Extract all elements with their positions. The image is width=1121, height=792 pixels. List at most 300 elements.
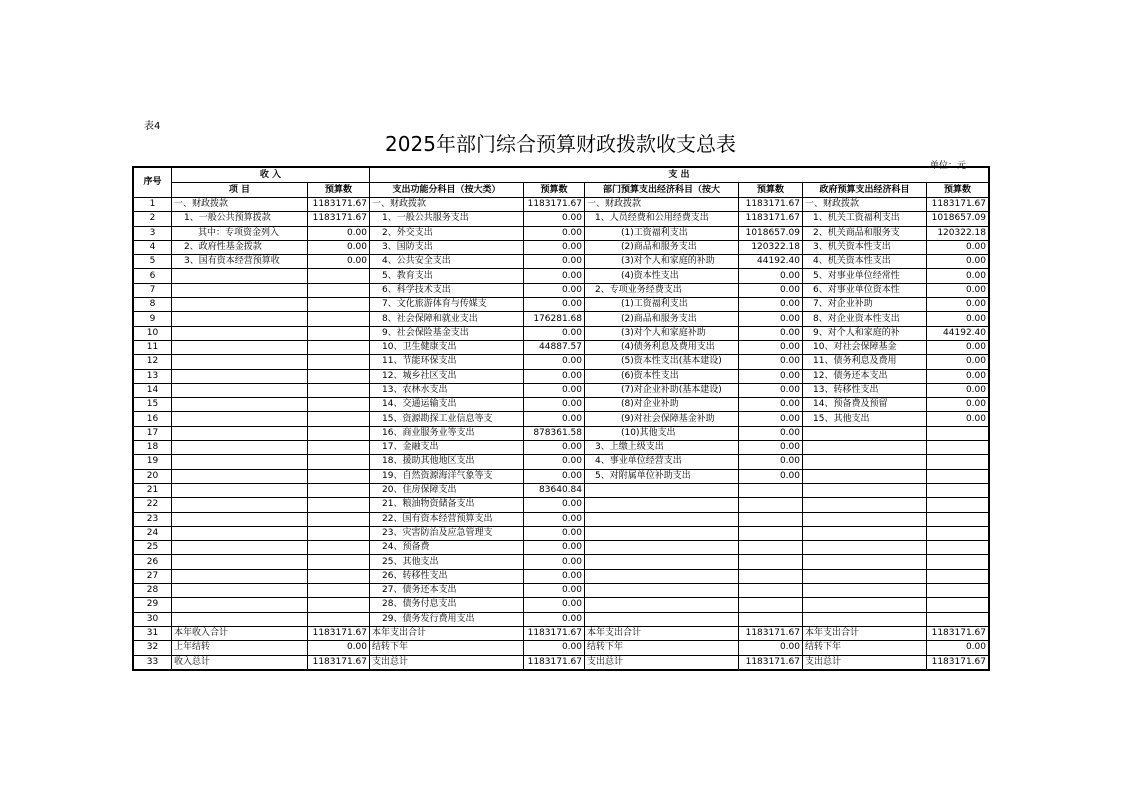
func-value: 0.00 (524, 598, 585, 612)
dept-econ-value: 0.00 (739, 412, 803, 426)
dept-econ-value: 44192.40 (739, 255, 803, 269)
dept-econ-value: 0.00 (739, 383, 803, 397)
income-value (308, 383, 370, 397)
gov-econ-subject (803, 483, 927, 497)
row-seq: 26 (134, 555, 172, 569)
income-value (308, 469, 370, 483)
row-seq: 16 (134, 412, 172, 426)
income-value (308, 369, 370, 383)
func-subject: 21、粮油物资储备支出 (370, 498, 524, 512)
func-subject: 29、债务发行费用支出 (370, 612, 524, 626)
dept-econ-subject: (2)商品和服务支出 (585, 240, 739, 254)
income-item (172, 298, 308, 312)
dept-econ-value (739, 526, 803, 540)
income-value (308, 584, 370, 598)
income-value (308, 412, 370, 426)
dept-econ-subject: (6)资本性支出 (585, 369, 739, 383)
income-item: 2、政府性基金拨款 (172, 240, 308, 254)
func-subject: 25、其他支出 (370, 555, 524, 569)
header-expense: 支 出 (370, 168, 989, 183)
income-value: 0.00 (308, 226, 370, 240)
gov-econ-value (927, 441, 989, 455)
func-value: 176281.68 (524, 312, 585, 326)
header-seq: 序号 (134, 168, 172, 198)
table-row (134, 483, 989, 497)
income-item (172, 512, 308, 526)
gov-econ-subject: 13、转移性支出 (803, 383, 927, 397)
gov-econ-value (927, 469, 989, 483)
gov-econ-value (927, 584, 989, 598)
dept-econ-value: 0.00 (739, 398, 803, 412)
dept-econ-value: 1183171.67 (739, 626, 803, 640)
table-row (134, 455, 989, 469)
income-value: 0.00 (308, 240, 370, 254)
unit-label: 单位：元 (930, 161, 967, 171)
gov-econ-value: 1018657.09 (927, 212, 989, 226)
table-row (134, 398, 989, 412)
dept-econ-subject: (10)其他支出 (585, 426, 739, 440)
table-row (134, 198, 989, 212)
dept-econ-value (739, 498, 803, 512)
row-seq: 13 (134, 369, 172, 383)
gov-econ-value: 0.00 (927, 369, 989, 383)
func-subject: 28、债务付息支出 (370, 598, 524, 612)
table-row (134, 412, 989, 426)
func-subject: 16、商业服务业等支出 (370, 426, 524, 440)
dept-econ-subject: (3)对个人和家庭补助 (585, 326, 739, 340)
func-subject: 13、农林水支出 (370, 383, 524, 397)
gov-econ-subject (803, 498, 927, 512)
table-body (134, 198, 989, 670)
income-value (308, 269, 370, 283)
dept-econ-value: 0.00 (739, 441, 803, 455)
row-seq: 30 (134, 612, 172, 626)
income-item: 本年收入合计 (172, 626, 308, 640)
func-subject: 20、住房保障支出 (370, 483, 524, 497)
dept-econ-subject: (4)资本性支出 (585, 269, 739, 283)
dept-econ-subject (585, 526, 739, 540)
income-value (308, 555, 370, 569)
income-item (172, 355, 308, 369)
header-item: 项 目 (172, 183, 308, 198)
gov-econ-subject: 15、其他支出 (803, 412, 927, 426)
income-value: 1183171.67 (308, 655, 370, 669)
gov-econ-value: 1183171.67 (927, 655, 989, 669)
income-value: 0.00 (308, 641, 370, 655)
gov-econ-subject: 10、对社会保障基金 (803, 340, 927, 354)
income-item (172, 612, 308, 626)
func-subject: 24、预备费 (370, 541, 524, 555)
table-row (134, 340, 989, 354)
income-value (308, 441, 370, 455)
func-subject: 14、交通运输支出 (370, 398, 524, 412)
gov-econ-subject (803, 441, 927, 455)
dept-econ-value: 0.00 (739, 469, 803, 483)
func-subject: 15、资源勘探工业信息等支 (370, 412, 524, 426)
func-value: 0.00 (524, 569, 585, 583)
gov-econ-value (927, 526, 989, 540)
dept-econ-value (739, 541, 803, 555)
table-row (134, 240, 989, 254)
func-value: 0.00 (524, 469, 585, 483)
gov-econ-subject: 5、对事业单位经常性 (803, 269, 927, 283)
table-row (134, 626, 989, 640)
income-value (308, 283, 370, 297)
income-value (308, 298, 370, 312)
gov-econ-value (927, 612, 989, 626)
func-value: 83640.84 (524, 483, 585, 497)
income-item (172, 369, 308, 383)
gov-econ-value: 0.00 (927, 355, 989, 369)
dept-econ-subject (585, 569, 739, 583)
func-value: 0.00 (524, 498, 585, 512)
income-value (308, 526, 370, 540)
row-seq: 20 (134, 469, 172, 483)
row-seq: 21 (134, 483, 172, 497)
row-seq: 14 (134, 383, 172, 397)
gov-econ-subject (803, 598, 927, 612)
dept-econ-subject: 结转下年 (585, 641, 739, 655)
dept-econ-subject (585, 498, 739, 512)
income-item (172, 555, 308, 569)
gov-econ-subject (803, 426, 927, 440)
gov-econ-value: 0.00 (927, 283, 989, 297)
gov-econ-subject: 一、财政拨款 (803, 198, 927, 212)
gov-econ-subject (803, 526, 927, 540)
dept-econ-value (739, 598, 803, 612)
table-row (134, 569, 989, 583)
func-subject: 4、公共安全支出 (370, 255, 524, 269)
row-seq: 2 (134, 212, 172, 226)
func-value: 1183171.67 (524, 198, 585, 212)
gov-econ-value: 0.00 (927, 398, 989, 412)
dept-econ-value: 0.00 (739, 426, 803, 440)
gov-econ-value (927, 498, 989, 512)
page-title: 2025年部门综合预算财政拨款收支总表 (385, 132, 736, 156)
gov-econ-value: 1183171.67 (927, 198, 989, 212)
income-value (308, 355, 370, 369)
func-subject: 一、财政拨款 (370, 198, 524, 212)
dept-econ-subject: 一、财政拨款 (585, 198, 739, 212)
gov-econ-subject: 支出总计 (803, 655, 927, 669)
gov-econ-subject: 1、机关工资福利支出 (803, 212, 927, 226)
dept-econ-value (739, 612, 803, 626)
dept-econ-value: 1183171.67 (739, 212, 803, 226)
func-value: 878361.58 (524, 426, 585, 440)
income-item (172, 398, 308, 412)
income-item (172, 441, 308, 455)
income-item: 一、财政拨款 (172, 198, 308, 212)
gov-econ-subject (803, 512, 927, 526)
row-seq: 28 (134, 584, 172, 598)
func-value: 1183171.67 (524, 655, 585, 669)
income-item (172, 340, 308, 354)
gov-econ-subject: 14、预备费及预留 (803, 398, 927, 412)
dept-econ-value (739, 512, 803, 526)
gov-econ-value: 0.00 (927, 240, 989, 254)
income-value (308, 455, 370, 469)
gov-econ-subject: 3、机关资本性支出 (803, 240, 927, 254)
gov-econ-subject: 7、对企业补助 (803, 298, 927, 312)
func-subject: 10、卫生健康支出 (370, 340, 524, 354)
dept-econ-value: 0.00 (739, 326, 803, 340)
func-value: 0.00 (524, 283, 585, 297)
gov-econ-value: 0.00 (927, 269, 989, 283)
table-row (134, 598, 989, 612)
dept-econ-subject: 2、专项业务经费支出 (585, 283, 739, 297)
row-seq: 9 (134, 312, 172, 326)
dept-econ-subject: 1、人员经费和公用经费支出 (585, 212, 739, 226)
dept-econ-value: 0.00 (739, 283, 803, 297)
dept-econ-subject: (1)工资福利支出 (585, 226, 739, 240)
gov-econ-value (927, 426, 989, 440)
func-value: 0.00 (524, 269, 585, 283)
gov-econ-value: 0.00 (927, 340, 989, 354)
income-value (308, 512, 370, 526)
income-value (308, 398, 370, 412)
gov-econ-subject (803, 455, 927, 469)
dept-econ-value: 120322.18 (739, 240, 803, 254)
income-value: 1183171.67 (308, 198, 370, 212)
header-dept-econ: 部门预算支出经济科目（按大 (585, 183, 739, 198)
income-item: 1、一般公共预算拨款 (172, 212, 308, 226)
dept-econ-value (739, 483, 803, 497)
func-subject: 结转下年 (370, 641, 524, 655)
dept-econ-subject (585, 598, 739, 612)
budget-table (133, 167, 989, 670)
table-row (134, 283, 989, 297)
func-subject: 11、节能环保支出 (370, 355, 524, 369)
gov-econ-subject: 12、债务还本支出 (803, 369, 927, 383)
dept-econ-value: 0.00 (739, 269, 803, 283)
func-value: 0.00 (524, 641, 585, 655)
table-row (134, 641, 989, 655)
dept-econ-subject (585, 584, 739, 598)
row-seq: 18 (134, 441, 172, 455)
dept-econ-subject: (2)商品和服务支出 (585, 312, 739, 326)
income-value: 1183171.67 (308, 212, 370, 226)
table-row (134, 383, 989, 397)
func-value: 0.00 (524, 240, 585, 254)
income-value (308, 340, 370, 354)
dept-econ-subject: (7)对企业补助(基本建设) (585, 383, 739, 397)
dept-econ-value: 0.00 (739, 455, 803, 469)
row-seq: 32 (134, 641, 172, 655)
header-gov-econ: 政府预算支出经济科目 (803, 183, 927, 198)
row-seq: 5 (134, 255, 172, 269)
func-value: 0.00 (524, 412, 585, 426)
income-item (172, 598, 308, 612)
income-item (172, 283, 308, 297)
table-row (134, 441, 989, 455)
row-seq: 15 (134, 398, 172, 412)
func-subject: 1、一般公共服务支出 (370, 212, 524, 226)
func-subject: 支出总计 (370, 655, 524, 669)
gov-econ-subject: 11、债务利息及费用 (803, 355, 927, 369)
gov-econ-subject (803, 469, 927, 483)
table-row (134, 498, 989, 512)
func-subject: 3、国防支出 (370, 240, 524, 254)
table-row (134, 655, 989, 669)
table-row (134, 298, 989, 312)
row-seq: 7 (134, 283, 172, 297)
func-subject: 27、债务还本支出 (370, 584, 524, 598)
gov-econ-value (927, 541, 989, 555)
table-row (134, 426, 989, 440)
dept-econ-subject: 本年支出合计 (585, 626, 739, 640)
dept-econ-subject (585, 612, 739, 626)
dept-econ-value (739, 569, 803, 583)
dept-econ-subject: (5)资本性支出(基本建设) (585, 355, 739, 369)
income-value: 0.00 (308, 255, 370, 269)
header-budget: 预算数 (739, 183, 803, 198)
table-row (134, 312, 989, 326)
header-budget: 预算数 (308, 183, 370, 198)
income-value (308, 612, 370, 626)
func-value: 1183171.67 (524, 626, 585, 640)
row-seq: 1 (134, 198, 172, 212)
header-func-subject: 支出功能分科目（按大类） (370, 183, 524, 198)
table-row (134, 355, 989, 369)
income-item (172, 483, 308, 497)
func-subject: 本年支出合计 (370, 626, 524, 640)
income-value (308, 312, 370, 326)
table-row (134, 226, 989, 240)
income-item (172, 526, 308, 540)
func-value: 0.00 (524, 541, 585, 555)
gov-econ-subject (803, 612, 927, 626)
dept-econ-value (739, 584, 803, 598)
func-subject: 5、教育支出 (370, 269, 524, 283)
func-value: 0.00 (524, 326, 585, 340)
func-subject: 22、国有资本经营预算支出 (370, 512, 524, 526)
row-seq: 19 (134, 455, 172, 469)
func-value: 0.00 (524, 298, 585, 312)
income-item (172, 569, 308, 583)
income-value (308, 598, 370, 612)
row-seq: 27 (134, 569, 172, 583)
gov-econ-value: 1183171.67 (927, 626, 989, 640)
gov-econ-value: 0.00 (927, 412, 989, 426)
table-row (134, 512, 989, 526)
row-seq: 33 (134, 655, 172, 669)
func-value: 0.00 (524, 512, 585, 526)
gov-econ-subject: 结转下年 (803, 641, 927, 655)
func-value: 0.00 (524, 455, 585, 469)
table-row (134, 612, 989, 626)
income-value (308, 498, 370, 512)
dept-econ-value: 1183171.67 (739, 655, 803, 669)
func-subject: 23、灾害防治及应急管理支 (370, 526, 524, 540)
func-value: 0.00 (524, 612, 585, 626)
gov-econ-value: 0.00 (927, 312, 989, 326)
gov-econ-subject: 4、机关资本性支出 (803, 255, 927, 269)
income-value (308, 483, 370, 497)
func-value: 0.00 (524, 398, 585, 412)
gov-econ-value (927, 512, 989, 526)
row-seq: 4 (134, 240, 172, 254)
gov-econ-subject (803, 584, 927, 598)
gov-econ-subject: 本年支出合计 (803, 626, 927, 640)
income-item (172, 383, 308, 397)
income-item: 上年结转 (172, 641, 308, 655)
table-row (134, 326, 989, 340)
func-value: 0.00 (524, 369, 585, 383)
dept-econ-subject (585, 541, 739, 555)
income-item (172, 326, 308, 340)
func-value: 44887.57 (524, 340, 585, 354)
func-value: 0.00 (524, 255, 585, 269)
row-seq: 8 (134, 298, 172, 312)
table-row (134, 469, 989, 483)
income-item (172, 412, 308, 426)
gov-econ-value (927, 555, 989, 569)
dept-econ-value: 1018657.09 (739, 226, 803, 240)
gov-econ-value: 120322.18 (927, 226, 989, 240)
dept-econ-subject (585, 483, 739, 497)
row-seq: 12 (134, 355, 172, 369)
gov-econ-value: 0.00 (927, 383, 989, 397)
dept-econ-subject: (8)对企业补助 (585, 398, 739, 412)
gov-econ-subject (803, 569, 927, 583)
header-budget: 预算数 (524, 183, 585, 198)
header-budget: 预算数 (927, 183, 989, 198)
dept-econ-value: 0.00 (739, 312, 803, 326)
gov-econ-value: 0.00 (927, 255, 989, 269)
func-value: 0.00 (524, 555, 585, 569)
dept-econ-subject: 3、上缴上级支出 (585, 441, 739, 455)
dept-econ-subject: 4、事业单位经营支出 (585, 455, 739, 469)
gov-econ-value (927, 483, 989, 497)
income-item (172, 312, 308, 326)
dept-econ-value: 1183171.67 (739, 198, 803, 212)
dept-econ-subject: (9)对社会保障基金补助 (585, 412, 739, 426)
func-value: 0.00 (524, 584, 585, 598)
income-item (172, 469, 308, 483)
func-value: 0.00 (524, 383, 585, 397)
dept-econ-value: 0.00 (739, 298, 803, 312)
dept-econ-subject: (4)债务利息及费用支出 (585, 340, 739, 354)
table-row (134, 541, 989, 555)
func-value: 0.00 (524, 212, 585, 226)
gov-econ-value: 0.00 (927, 298, 989, 312)
gov-econ-value (927, 455, 989, 469)
row-seq: 25 (134, 541, 172, 555)
dept-econ-value: 0.00 (739, 369, 803, 383)
income-item (172, 426, 308, 440)
income-value (308, 326, 370, 340)
income-item (172, 498, 308, 512)
income-item: 其中：专项资金列入 (172, 226, 308, 240)
func-subject: 6、科学技术支出 (370, 283, 524, 297)
gov-econ-value (927, 598, 989, 612)
row-seq: 31 (134, 626, 172, 640)
table-row (134, 255, 989, 269)
gov-econ-value: 0.00 (927, 641, 989, 655)
row-seq: 24 (134, 526, 172, 540)
row-seq: 17 (134, 426, 172, 440)
row-seq: 22 (134, 498, 172, 512)
dept-econ-subject: 5、对附属单位补助支出 (585, 469, 739, 483)
dept-econ-subject: 支出总计 (585, 655, 739, 669)
table-row (134, 212, 989, 226)
gov-econ-subject: 6、对事业单位资本性 (803, 283, 927, 297)
gov-econ-value: 44192.40 (927, 326, 989, 340)
func-subject: 7、文化旅游体育与传媒支 (370, 298, 524, 312)
func-value: 0.00 (524, 526, 585, 540)
income-item (172, 541, 308, 555)
func-value: 0.00 (524, 441, 585, 455)
